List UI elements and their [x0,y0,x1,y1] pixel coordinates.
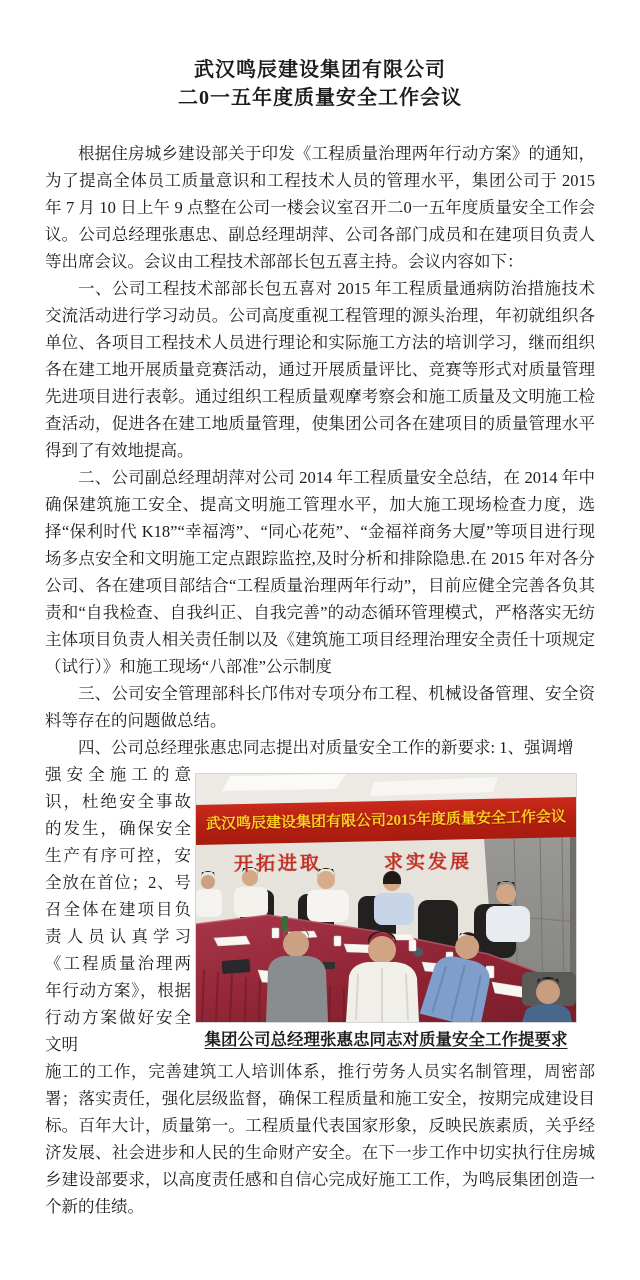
paragraph-item-3: 三、公司安全管理部科长邝伟对专项分布工程、机械设备管理、安全资料等存在的问题做总结。 [45,684,595,730]
title-line-2: 二0一五年度质量安全工作会议 [178,87,462,109]
title-line-1: 武汉鸣辰建设集团有限公司 [194,59,446,81]
paragraph-item-1: 一、公司工程技术部部长包五喜对 2015 年工程质量通病防治措施技术交流活动进行学习动员。公司高度重视工程管理的源头治理，年初就组织各单位、各项目工程技术人员进行理论和实际施工方法的培训学习，继而组织各在建工地开展质量竞赛活动，通过开展质量评比、竞赛等形式对质量管理先进项目进行表彰。通过组织工程质量观摩考察会和施工质量及文明施工检查活动，促进各在建工地质量管理，使集团公司各在建项目的质量管理水平得到了有效地提高。 [45,279,595,460]
slogan-left-text: 开拓进取 [233,853,323,876]
slogan-right-text: 求实发展 [383,851,473,874]
text-photo-wrap-row [45,761,595,1058]
paragraph-item-4-wrap-column: 强安全施工的意识，杜绝安全事故的发生，确保安全生产有序可控，安全放在首位；2、号召全体在建项目负责人员认真学习《工程质量治理两年行动方案》，根据行动方案做好安全文明 [45,765,191,1054]
document-title [0,56,640,112]
paragraph-item-2: 二、公司副总经理胡萍对公司 2014 年工程质量安全总结，在 2014 年中确保建筑施工安全、提高文明施工管理水平，加大施工现场检查力度，选择“保利时代 K18”“幸福湾”、“同心花苑”、“金福祥商务大厦”等项目进行现场多点安全和文明施工定点跟踪监控,及时分析和排除隐患.在 2015 年对各分公司、各在建项目部结合“工程质量治理两年行动”，目前应健全完善各负其责和“自我检查、自我纠正、自我完善”的动态循环管理模式，严格落实无纺主体项目负责人相关责任制以及《建筑施工项目经理治理安全责任十项规定（试行）》和施工现场“八部准”公示制度 [45,468,595,676]
photo-block [195,761,595,1051]
photo-wall-slogan [234,849,472,878]
paragraph-item-4-lead: 四、公司总经理张惠忠同志提出对质量安全工作的新要求: 1、强调增 [78,738,574,757]
photo-caption: 集团公司总经理张惠忠同志对质量安全工作提要求 [204,1031,568,1049]
paragraph-intro: 根据住房城乡建设部关于印发《工程质量治理两年行动方案》的通知，为了提高全体员工质量意识和工程技术人员的管理水平，集团公司于 2015 年 7 月 10 日上午 9 点整在公司一楼会议室召开二0一五年度质量安全工作会议。公司总经理张惠忠、副总经理胡萍、公司各部门成员和在建项目负责人等出席会议。会议由工程技术部部长包五喜主持。会议内容如下： [45,144,595,271]
paragraph-item-4-continuation: 施工的工作，完善建筑工人培训体系，推行劳务人员实名制管理，周密部署；落实责任，强化层级监督，确保工程质量和施工安全，按期完成建设目标。百年大计，质量第一。工程质量代表国家形象，反映民族素质，关乎经济发展、社会进步和人民的生命财产安全。在下一步工作中切实执行住房城乡建设部要求，以高度责任感和自信心完成好施工工作，为鸣辰集团创造一个新的佳绩。 [45,1062,595,1216]
document-body [45,140,595,1220]
meeting-photo [195,773,577,1023]
photo-banner [195,797,577,845]
photo-banner-text: 武汉鸣辰建设集团有限公司2015年度质量安全工作会议 [205,808,567,833]
